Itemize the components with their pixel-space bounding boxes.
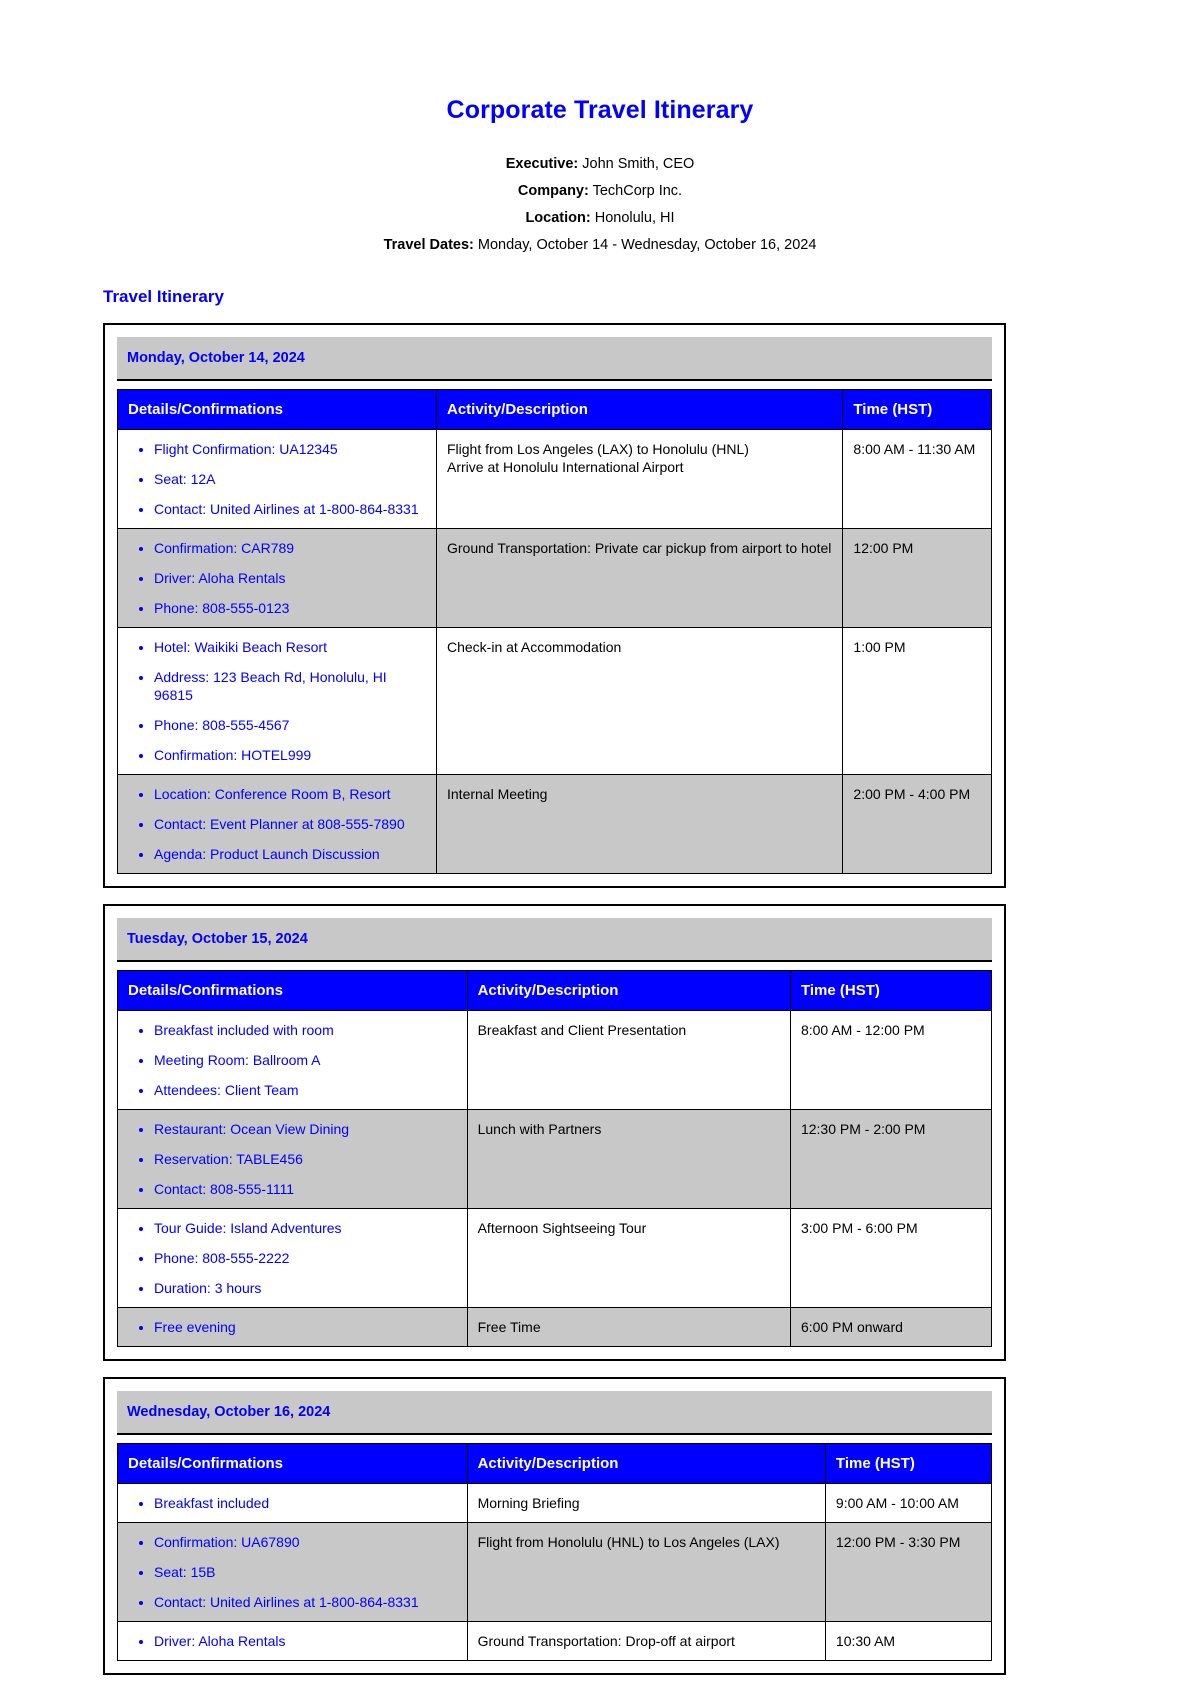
list-item: • Confirmation: UA67890 [154, 1533, 457, 1551]
list-item: • Address: 123 Beach Rd, Honolulu, HI 96815 [154, 668, 426, 704]
meta-line [0, 205, 1200, 232]
meta-value: Honolulu, HI [594, 210, 675, 226]
itinerary-table [117, 389, 992, 874]
cell-details [118, 430, 437, 529]
table-row [118, 529, 992, 628]
list-item: • Attendees: Client Team [154, 1081, 457, 1099]
details-list [128, 1494, 457, 1512]
table-row [118, 1523, 992, 1622]
cell-time: 2:00 PM - 4:00 PM [843, 775, 992, 874]
details-list [128, 1219, 457, 1297]
cell-time: 6:00 PM onward [790, 1308, 991, 1347]
list-item: • Breakfast included with room [154, 1021, 457, 1039]
list-item: • Duration: 3 hours [154, 1279, 457, 1297]
activity-line: Afternoon Sightseeing Tour [477, 1220, 647, 1236]
cell-activity [437, 775, 843, 874]
cell-activity [437, 430, 843, 529]
list-item: • Confirmation: CAR789 [154, 539, 426, 557]
list-item: • Phone: 808-555-4567 [154, 716, 426, 734]
cell-time: 12:00 PM - 3:30 PM [825, 1523, 991, 1622]
cell-time: 8:00 AM - 12:00 PM [790, 1011, 991, 1110]
activity-line: Internal Meeting [447, 786, 548, 802]
cell-details [118, 1484, 468, 1523]
meta-value: TechCorp Inc. [592, 183, 683, 199]
day-header: Monday, October 14, 2024 [117, 337, 992, 381]
activity-line: Ground Transportation: Drop-off at airport [477, 1633, 735, 1649]
list-item: • Seat: 15B [154, 1563, 457, 1581]
cell-activity [437, 529, 843, 628]
list-item: • Restaurant: Ocean View Dining [154, 1120, 457, 1138]
itinerary-days [0, 323, 1200, 1675]
cell-details [118, 1011, 468, 1110]
table-row [118, 1484, 992, 1523]
itinerary-table [117, 1443, 992, 1661]
list-item: • Driver: Aloha Rentals [154, 569, 426, 587]
activity-line: Arrive at Honolulu International Airport [447, 459, 684, 475]
column-header-time: Time (HST) [825, 1444, 991, 1484]
meta-label: Executive: [505, 156, 579, 172]
list-item: • Seat: 12A [154, 470, 426, 488]
activity-line: Flight from Honolulu (HNL) to Los Angeles (LAX) [477, 1534, 780, 1550]
column-header-details: Details/Confirmations [118, 971, 468, 1011]
cell-details [118, 1110, 468, 1209]
cell-details [118, 1308, 468, 1347]
list-item: • Contact: Event Planner at 808-555-7890 [154, 815, 426, 833]
list-item: • Breakfast included [154, 1494, 457, 1512]
section-heading-travel-itinerary: Travel Itinerary [103, 287, 224, 306]
list-item: • Flight Confirmation: UA12345 [154, 440, 426, 458]
details-list [128, 1021, 457, 1099]
day-block [103, 1377, 1006, 1675]
meta-label: Location: [525, 210, 591, 226]
day-header: Wednesday, October 16, 2024 [117, 1391, 992, 1435]
activity-line: Ground Transportation: Private car pickup from airport to hotel [447, 540, 832, 556]
cell-details [118, 1523, 468, 1622]
details-list [128, 440, 426, 518]
column-header-activity: Activity/Description [467, 971, 790, 1011]
cell-activity [467, 1308, 790, 1347]
details-list [128, 1120, 457, 1198]
list-item: • Reservation: TABLE456 [154, 1150, 457, 1168]
list-item: • Driver: Aloha Rentals [154, 1632, 457, 1650]
cell-activity [437, 628, 843, 775]
cell-activity [467, 1110, 790, 1209]
cell-activity [467, 1484, 825, 1523]
details-list [128, 1318, 457, 1336]
meta-line [0, 178, 1200, 205]
table-header-row [118, 971, 992, 1011]
list-item: • Location: Conference Room B, Resort [154, 785, 426, 803]
activity-line: Lunch with Partners [477, 1121, 602, 1137]
itinerary-table [117, 970, 992, 1347]
cell-time: 12:30 PM - 2:00 PM [790, 1110, 991, 1209]
table-row [118, 628, 992, 775]
column-header-time: Time (HST) [790, 971, 991, 1011]
details-list [128, 785, 426, 863]
cell-activity [467, 1209, 790, 1308]
cell-time: 8:00 AM - 11:30 AM [843, 430, 992, 529]
activity-line: Flight from Los Angeles (LAX) to Honolulu (HNL) [447, 441, 749, 457]
column-header-activity: Activity/Description [467, 1444, 825, 1484]
list-item: • Meeting Room: Ballroom A [154, 1051, 457, 1069]
cell-activity [467, 1011, 790, 1110]
activity-line: Free Time [477, 1319, 541, 1335]
table-row [118, 775, 992, 874]
list-item: • Phone: 808-555-0123 [154, 599, 426, 617]
list-item: • Phone: 808-555-2222 [154, 1249, 457, 1267]
cell-details [118, 775, 437, 874]
details-list [128, 638, 426, 764]
list-item: • Tour Guide: Island Adventures [154, 1219, 457, 1237]
cell-time: 12:00 PM [843, 529, 992, 628]
table-row [118, 1308, 992, 1347]
activity-line: Morning Briefing [477, 1495, 580, 1511]
meta-line [0, 232, 1200, 259]
day-header: Tuesday, October 15, 2024 [117, 918, 992, 962]
cell-time: 3:00 PM - 6:00 PM [790, 1209, 991, 1308]
details-list [128, 1632, 457, 1650]
day-block [103, 904, 1006, 1361]
cell-time: 10:30 AM [825, 1622, 991, 1661]
list-item: • Hotel: Waikiki Beach Resort [154, 638, 426, 656]
list-item: • Contact: United Airlines at 1-800-864-8331 [154, 1593, 457, 1611]
cell-details [118, 1622, 468, 1661]
cell-activity [467, 1622, 825, 1661]
document-meta [0, 151, 1200, 259]
list-item: • Contact: 808-555-1111 [154, 1180, 457, 1198]
activity-line: Breakfast and Client Presentation [477, 1022, 687, 1038]
column-header-details: Details/Confirmations [118, 1444, 468, 1484]
cell-time: 9:00 AM - 10:00 AM [825, 1484, 991, 1523]
list-item: • Confirmation: HOTEL999 [154, 746, 426, 764]
column-header-activity: Activity/Description [437, 390, 843, 430]
table-row [118, 1011, 992, 1110]
cell-details [118, 529, 437, 628]
meta-label: Travel Dates: [383, 237, 474, 253]
details-list [128, 1533, 457, 1611]
table-row [118, 1622, 992, 1661]
table-row [118, 1110, 992, 1209]
table-header-row [118, 390, 992, 430]
table-row [118, 1209, 992, 1308]
meta-line [0, 151, 1200, 178]
column-header-details: Details/Confirmations [118, 390, 437, 430]
list-item: • Free evening [154, 1318, 457, 1336]
activity-line: Check-in at Accommodation [447, 639, 622, 655]
meta-value: John Smith, CEO [582, 156, 695, 172]
column-header-time: Time (HST) [843, 390, 992, 430]
day-block [103, 323, 1006, 888]
cell-details [118, 1209, 468, 1308]
cell-details [118, 628, 437, 775]
meta-value: Monday, October 14 - Wednesday, October 16, 2024 [477, 237, 817, 253]
list-item: • Contact: United Airlines at 1-800-864-8331 [154, 500, 426, 518]
cell-time: 1:00 PM [843, 628, 992, 775]
page-title: Corporate Travel Itinerary [446, 96, 754, 124]
details-list [128, 539, 426, 617]
meta-label: Company: [517, 183, 589, 199]
table-header-row [118, 1444, 992, 1484]
list-item: • Agenda: Product Launch Discussion [154, 845, 426, 863]
cell-activity [467, 1523, 825, 1622]
table-row [118, 430, 992, 529]
